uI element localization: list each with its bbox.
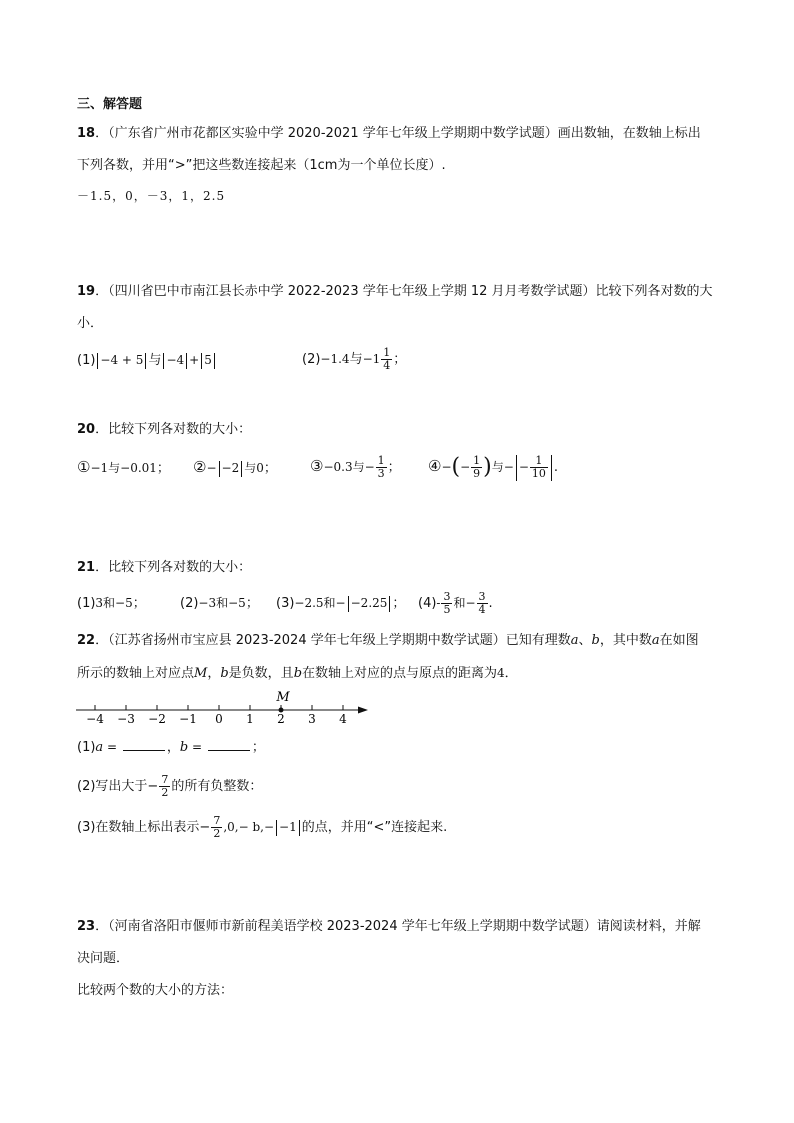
q19-p2-label: (2) bbox=[302, 352, 321, 367]
q21-p2-end: ； bbox=[245, 596, 259, 611]
q22-number: 22 bbox=[77, 633, 96, 648]
q19-p1-label: (1) bbox=[77, 353, 96, 368]
abs-bar bbox=[389, 596, 390, 612]
tick-label: −1 bbox=[179, 712, 197, 726]
tick-label: 2 bbox=[277, 712, 285, 726]
q20-item-2 bbox=[193, 452, 277, 484]
abs-bar bbox=[186, 353, 187, 369]
q23-text-1: 请阅读材料，并解 bbox=[596, 919, 701, 934]
right-paren: ) bbox=[483, 454, 492, 480]
q22-s2-fraction bbox=[159, 774, 170, 799]
abs-bar bbox=[516, 455, 517, 481]
question-23-line-1 bbox=[77, 918, 701, 936]
numerator: 1 bbox=[377, 454, 385, 467]
q21-p1-end: ； bbox=[132, 596, 146, 611]
q20-number: 20 bbox=[77, 422, 96, 437]
tick-label: 4 bbox=[339, 712, 347, 726]
q23-sep: ． bbox=[95, 919, 109, 934]
denominator: 2 bbox=[213, 827, 221, 840]
abs-bar bbox=[551, 455, 552, 481]
q20-i2-label: ② bbox=[193, 458, 207, 476]
q19-p1-plus: + bbox=[189, 353, 200, 367]
q22-s2-text: 写出大于− bbox=[95, 779, 159, 794]
q19-p2-with: 与 bbox=[349, 352, 363, 367]
q19-text-1: 比较下列各对数的大 bbox=[595, 284, 713, 299]
q22-text-2b: ， bbox=[207, 666, 221, 681]
numerator: 1 bbox=[530, 455, 548, 468]
abs-bar bbox=[276, 820, 277, 836]
q21-p4-with: 和− bbox=[453, 596, 476, 610]
q21-p4-fraction-1 bbox=[441, 591, 452, 616]
denominator: 2 bbox=[161, 786, 169, 799]
q22-s2-text-2: 的所有负整数： bbox=[171, 779, 263, 794]
q20-item-4 bbox=[428, 449, 558, 485]
q22-text-1b: 、 bbox=[578, 633, 592, 648]
q20-i4-end: . bbox=[553, 460, 559, 475]
var-b: b bbox=[293, 666, 303, 681]
q22-text-2a: 所示的数轴上对应点 bbox=[77, 666, 195, 681]
q18-number: 18 bbox=[77, 126, 96, 141]
numerator: 1 bbox=[473, 454, 481, 467]
q22-source: （江苏省扬州市宝应县 2023-2024 学年七年级上学期期中数学试题） bbox=[108, 633, 506, 648]
numerator: 3 bbox=[478, 590, 486, 603]
q21-p1-text: 3和−5 bbox=[95, 596, 133, 610]
q20-i4-fraction-2 bbox=[530, 455, 548, 480]
tick-label: −4 bbox=[86, 712, 104, 726]
q18-sep: ． bbox=[95, 126, 109, 141]
q18-text-2: 下列各数，并用“>”把这些数连接起来（1cm为一个单位长度）. bbox=[77, 158, 446, 173]
denominator: 3 bbox=[377, 467, 385, 480]
q22-text-1d: 在如图 bbox=[659, 633, 699, 648]
var-a: a bbox=[95, 740, 104, 755]
q22-s1-end: ； bbox=[251, 740, 265, 755]
q23-text-3: 比较两个数的大小的方法： bbox=[77, 983, 234, 998]
q22-s1-sep: ， bbox=[166, 740, 180, 755]
q21-p3-abs: −2.25 bbox=[350, 596, 388, 610]
q21-p2-label: (2) bbox=[180, 596, 199, 611]
q22-sub-3 bbox=[77, 810, 447, 845]
q21-part-1 bbox=[77, 594, 146, 613]
q19-p2-a: −1.4 bbox=[320, 352, 350, 366]
denominator: 4 bbox=[383, 359, 391, 372]
q21-p3-label: (3) bbox=[276, 596, 295, 611]
abs-bar bbox=[163, 353, 164, 369]
question-19-line-1 bbox=[77, 283, 713, 301]
var-a: a bbox=[651, 633, 660, 648]
q20-i2-a: − bbox=[206, 461, 217, 475]
denominator: 9 bbox=[473, 467, 481, 480]
equals: = bbox=[188, 740, 206, 754]
question-22-line-1 bbox=[77, 632, 699, 650]
q20-i3-end: ； bbox=[387, 460, 401, 475]
numerator: 3 bbox=[443, 590, 451, 603]
q22-text-2d: 在数轴上对应的点与原点的距离为 bbox=[302, 666, 498, 681]
q22-text-2e: ． bbox=[504, 666, 518, 681]
q20-i4-a: − bbox=[441, 460, 452, 474]
q20-i3-label: ③ bbox=[310, 457, 324, 475]
q20-i1-end: ； bbox=[156, 461, 170, 476]
q19-number: 19 bbox=[77, 284, 96, 299]
q18-text-1: 画出数轴，在数轴上标出 bbox=[557, 126, 701, 141]
q21-sep: ． bbox=[95, 560, 109, 575]
denominator: 10 bbox=[531, 467, 546, 480]
q22-s1-label: (1) bbox=[77, 740, 96, 755]
minus-sign: − bbox=[518, 460, 529, 474]
q22-s3-text: 在数轴上标出表示− bbox=[95, 820, 211, 835]
q20-i2-end: ； bbox=[263, 461, 277, 476]
answer-blank-a[interactable] bbox=[123, 738, 165, 751]
q22-dist: 4 bbox=[497, 666, 505, 680]
abs-bar bbox=[241, 461, 242, 477]
q21-part-3 bbox=[276, 594, 405, 613]
answer-blank-b[interactable] bbox=[208, 738, 250, 751]
q20-i4-fraction-1 bbox=[471, 455, 482, 480]
q20-i2-b: 与0 bbox=[244, 461, 264, 475]
equals: = bbox=[103, 740, 121, 754]
q20-i3-a: −0.3与− bbox=[323, 460, 375, 474]
q21-part-4 bbox=[418, 586, 493, 621]
q21-p2-text: −3和−5 bbox=[198, 596, 246, 610]
q22-sub-1 bbox=[77, 738, 265, 757]
q20-item-1 bbox=[77, 452, 170, 484]
q20-item-3 bbox=[310, 449, 401, 485]
numerator: 7 bbox=[213, 814, 221, 827]
var-b: b bbox=[179, 740, 189, 755]
q22-text-2c: 是负数，且 bbox=[228, 666, 294, 681]
numerator: 7 bbox=[161, 773, 169, 786]
q22-sub-2 bbox=[77, 770, 262, 804]
q19-sep: ． bbox=[95, 284, 109, 299]
q21-text: 比较下列各对数的大小： bbox=[108, 560, 252, 575]
q22-s3-abs: −1 bbox=[279, 820, 297, 834]
question-20-line-1 bbox=[77, 421, 251, 439]
point-M-label: M bbox=[276, 690, 290, 705]
q21-p4-fraction-2 bbox=[477, 591, 488, 616]
tick-label: 1 bbox=[246, 712, 254, 726]
q19-p1-with: 与 bbox=[148, 353, 162, 368]
q19-p1-b1: −4 bbox=[166, 353, 185, 367]
denominator: 4 bbox=[478, 603, 486, 616]
q21-p1-label: (1) bbox=[77, 596, 96, 611]
q19-p2-end: ； bbox=[393, 352, 407, 367]
q22-s2-label: (2) bbox=[77, 779, 96, 794]
numerator: 1 bbox=[383, 346, 391, 359]
section-heading: 三、解答题 bbox=[77, 97, 143, 112]
q20-i2-abs: −2 bbox=[221, 461, 240, 475]
q19-p2-fraction bbox=[381, 347, 392, 372]
q20-i1-label: ① bbox=[77, 458, 91, 476]
minus-sign: − bbox=[460, 460, 471, 474]
abs-bar bbox=[299, 820, 300, 836]
abs-bar bbox=[97, 353, 98, 369]
q19-part-2 bbox=[302, 344, 406, 375]
abs-bar bbox=[214, 353, 215, 369]
q21-p3-a: −2.5和− bbox=[294, 596, 346, 610]
q22-line-2 bbox=[77, 664, 518, 683]
q19-source: （四川省巴中市南江县长赤中学 2022-2023 学年七年级上学期 12 月月考数学试题） bbox=[108, 284, 596, 299]
q22-text-1a: 已知有理数 bbox=[505, 633, 571, 648]
q22-sep: ． bbox=[95, 633, 109, 648]
q19-p2-b-int: −1 bbox=[362, 352, 381, 366]
q21-p4-label: (4) bbox=[418, 596, 437, 611]
abs-bar bbox=[219, 461, 220, 477]
q21-p4-end: . bbox=[488, 596, 493, 611]
q22-s3-label: (3) bbox=[77, 820, 96, 835]
question-21-line-1 bbox=[77, 559, 251, 577]
q23-number: 23 bbox=[77, 919, 96, 934]
denominator: 5 bbox=[443, 603, 451, 616]
tick-label: 3 bbox=[308, 712, 316, 726]
var-b: b bbox=[220, 666, 229, 681]
q18-source: （广东省广州市花都区实验中学 2020-2021 学年七年级上学期期中数学试题） bbox=[108, 126, 558, 141]
q19-text-2: 小． bbox=[77, 316, 104, 331]
q20-i4-with: 与− bbox=[491, 460, 514, 474]
number-line bbox=[72, 686, 372, 728]
q22-s3-list: ,0,− b,− bbox=[223, 820, 275, 834]
tick-label: −2 bbox=[148, 712, 166, 726]
var-a: a bbox=[570, 633, 579, 648]
tick-label: −3 bbox=[117, 712, 135, 726]
left-paren: ( bbox=[451, 454, 461, 480]
abs-bar bbox=[348, 596, 349, 612]
q20-sep: ． bbox=[95, 422, 109, 437]
axis-arrow bbox=[358, 707, 368, 714]
q23-text-2: 决问题． bbox=[77, 951, 130, 966]
q20-i4-label: ④ bbox=[428, 457, 442, 475]
q22-s3-text-2: 的点，并用“<”连接起来. bbox=[301, 820, 448, 835]
q22-s3-fraction bbox=[211, 815, 222, 840]
tick-label: 0 bbox=[215, 712, 223, 726]
abs-bar bbox=[145, 353, 146, 369]
q21-p4-a: - bbox=[436, 596, 441, 610]
var-M: M bbox=[194, 666, 208, 681]
q19-part-1 bbox=[77, 346, 217, 375]
q20-i1-text: −1与−0.01 bbox=[90, 461, 157, 475]
q21-number: 21 bbox=[77, 560, 96, 575]
var-b: b bbox=[591, 633, 600, 648]
q22-text-1c: ，其中数 bbox=[599, 633, 652, 648]
q21-part-2 bbox=[180, 594, 259, 613]
q20-text: 比较下列各对数的大小： bbox=[108, 422, 252, 437]
q18-numbers: －1.5，0，－3，1，2.5 bbox=[77, 189, 226, 203]
tick-marks bbox=[86, 705, 347, 726]
q20-i3-fraction bbox=[376, 455, 387, 480]
point-M-marker bbox=[279, 708, 284, 713]
q23-source: （河南省洛阳市偃师市新前程美语学校 2023-2024 学年七年级上学期期中数学试题） bbox=[108, 919, 597, 934]
abs-bar bbox=[201, 353, 202, 369]
q21-p3-end: ； bbox=[392, 596, 406, 611]
q19-p1-b2: 5 bbox=[204, 353, 212, 367]
question-18-line-1 bbox=[77, 125, 701, 143]
q19-p1-a: −4 + 5 bbox=[100, 353, 144, 367]
